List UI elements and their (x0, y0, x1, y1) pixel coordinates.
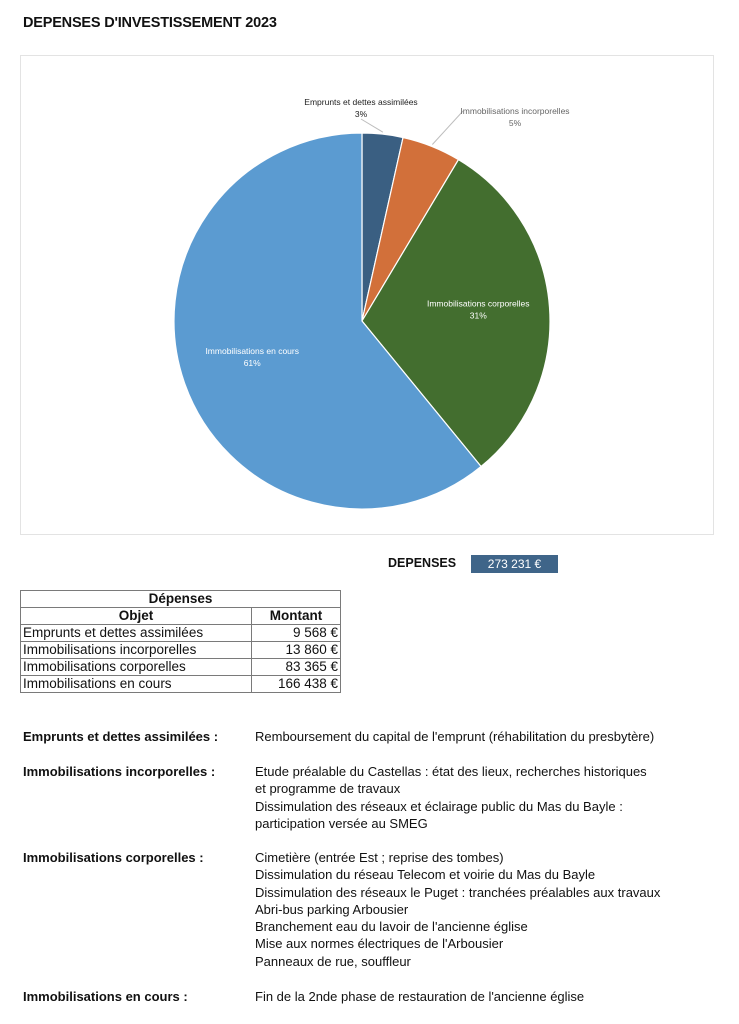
description-label: Immobilisations incorporelles : (23, 764, 216, 779)
cell-montant: 9 568 € (252, 625, 341, 642)
slice-label: Immobilisations en cours (205, 346, 299, 357)
description-label: Emprunts et dettes assimilées : (23, 729, 219, 744)
cell-objet: Immobilisations incorporelles (21, 642, 252, 659)
description-line: Dissimulation du réseau Telecom et voirie du Mas du Bayle (255, 867, 596, 883)
leader-line (432, 111, 463, 145)
leader-line (361, 119, 383, 132)
slice-percent-label: 3% (354, 109, 368, 119)
description-line: Remboursement du capital de l'emprunt (réhabilitation du presbytère) (255, 729, 655, 744)
description-line: Cimetière (entrée Est ; reprise des tombes) (255, 850, 504, 865)
description-line: et programme de travaux (255, 781, 401, 797)
description-line: Mise aux normes électriques de l'Arbousier (255, 936, 504, 952)
cell-objet: Emprunts et dettes assimilées (21, 625, 252, 642)
expenses-table (20, 590, 341, 693)
slice-label: Immobilisations incorporelles (460, 106, 570, 116)
total-label: DEPENSES (388, 556, 457, 570)
description-line: Panneaux de rue, souffleur (255, 953, 411, 969)
pie-chart (21, 56, 715, 536)
table-row (21, 659, 341, 676)
cell-objet: Immobilisations corporelles (21, 659, 252, 676)
slice-percent-label: 5% (508, 118, 522, 128)
slice-label: Emprunts et dettes assimilées (304, 97, 418, 107)
description-line: Branchement eau du lavoir de l'ancienne église (255, 919, 528, 935)
slice-percent-label: 31% (469, 310, 487, 321)
cell-objet: Immobilisations en cours (21, 676, 252, 693)
table-header-row (21, 608, 341, 625)
slice-label: Immobilisations corporelles (426, 298, 530, 309)
page-title: DEPENSES D'INVESTISSEMENT 2023 (23, 15, 277, 31)
table-row (21, 642, 341, 659)
description-line: Abri-bus parking Arbousier (255, 901, 409, 917)
total-value: 273 231 € (471, 555, 558, 573)
description-label: Immobilisations corporelles : (23, 850, 204, 865)
table-title-row (21, 591, 341, 608)
cell-montant: 83 365 € (252, 659, 341, 676)
description-line: Dissimulation des réseaux le Puget : tranchées préalables aux travaux (255, 884, 661, 900)
table-row (21, 676, 341, 693)
description-line: Etude préalable du Castellas : état des lieux, recherches historiques (255, 764, 647, 779)
description-line: participation versée au SMEG (255, 815, 428, 831)
column-header-montant: Montant (252, 608, 341, 625)
column-header-objet: Objet (21, 608, 252, 625)
description-line: Dissimulation des réseaux et éclairage public du Mas du Bayle : (255, 798, 623, 814)
description-line: Fin de la 2nde phase de restauration de l'ancienne église (255, 989, 585, 1004)
table-row (21, 625, 341, 642)
description-label: Immobilisations en cours : (23, 989, 188, 1004)
table-title: Dépenses (21, 591, 341, 608)
pie-chart-area (20, 55, 714, 535)
cell-montant: 166 438 € (252, 676, 341, 693)
cell-montant: 13 860 € (252, 642, 341, 659)
slice-percent-label: 61% (243, 358, 261, 369)
